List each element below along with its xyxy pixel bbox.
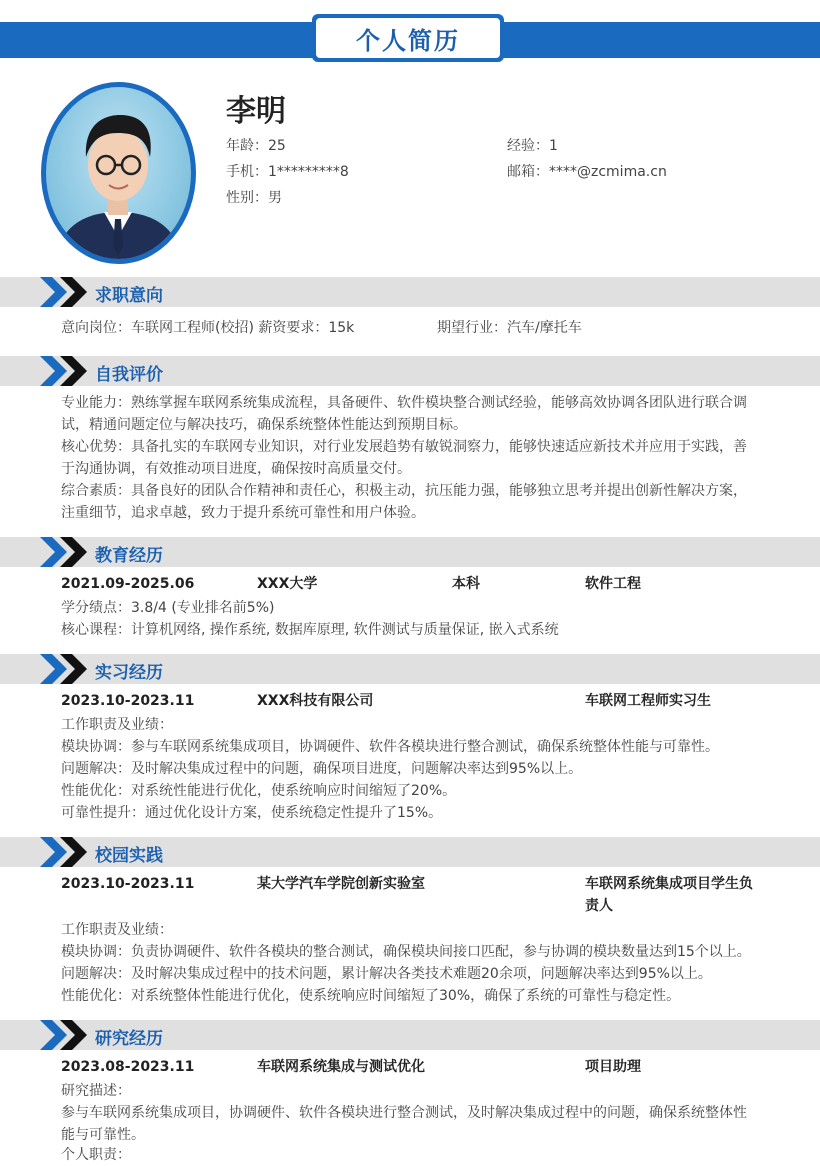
internship-date: 2023.10-2023.11 (61, 693, 195, 709)
section-campus-header (0, 837, 820, 867)
intent-industry-line: 期望行业：汽车/摩托车 (437, 320, 582, 336)
education-line: 核心课程：计算机网络, 操作系统, 数据库原理, 软件测试与质量保证, 嵌入式系统 (61, 622, 559, 638)
intent-position-line: 意向岗位：车联网工程师(校招) 薪资要求：15k (61, 320, 355, 336)
avatar-illustration (46, 87, 191, 259)
campus-role-line2: 责人 (585, 898, 613, 914)
email-label: 邮箱： (507, 164, 549, 180)
section-research-header (0, 1020, 820, 1050)
section-education-header (0, 537, 820, 567)
internship-company: XXX科技有限公司 (257, 693, 374, 709)
experience-value: 1 (549, 138, 558, 154)
experience-row (507, 135, 558, 155)
title-box (312, 14, 504, 62)
double-chevron-icon (40, 537, 92, 567)
section-title: 自我评价 (95, 365, 163, 385)
self-eval-line: 于沟通协调，有效推动项目进度，确保按时高质量交付。 (61, 461, 411, 477)
campus-line: 问题解决：及时解决集成过程中的技术问题，累计解决各类技术难题20余项，问题解决率达到95%以上。 (61, 966, 712, 982)
research-role: 项目助理 (585, 1059, 641, 1075)
campus-org: 某大学汽车学院创新实验室 (257, 876, 425, 892)
section-internship-header (0, 654, 820, 684)
internship-line: 模块协调：参与车联网系统集成项目，协调硬件、软件各模块进行整合测试，确保系统整体性能与可靠性。 (61, 739, 719, 755)
self-eval-line: 注重细节，追求卓越，致力于提升系统可靠性和用户体验。 (61, 505, 425, 521)
avatar (41, 82, 196, 264)
gender-label: 性别： (226, 190, 268, 206)
section-title: 研究经历 (95, 1029, 163, 1049)
double-chevron-icon (40, 654, 92, 684)
phone-row (226, 161, 349, 181)
section-title: 求职意向 (95, 286, 163, 306)
research-line: 参与车联网系统集成项目，协调硬件、软件各模块进行整合测试，及时解决集成过程中的问题，确保系统整体性 (61, 1105, 747, 1121)
age-row (226, 135, 286, 155)
section-title: 实习经历 (95, 663, 163, 683)
research-date: 2023.08-2023.11 (61, 1059, 195, 1075)
research-line: 能与可靠性。 (61, 1127, 145, 1143)
internship-line: 工作职责及业绩： (61, 717, 173, 733)
research-line: 研究描述： (61, 1083, 131, 1099)
phone-label: 手机： (226, 164, 268, 180)
education-major: 软件工程 (585, 576, 641, 592)
education-date: 2021.09-2025.06 (61, 576, 195, 592)
education-degree: 本科 (452, 576, 480, 592)
self-eval-line: 试，精通问题定位与解决技巧，确保系统整体性能达到预期目标。 (61, 417, 467, 433)
campus-line: 工作职责及业绩： (61, 922, 173, 938)
email-row (507, 161, 667, 181)
section-self-eval-header (0, 356, 820, 386)
campus-role-line1: 车联网系统集成项目学生负 (585, 876, 753, 892)
self-eval-line: 专业能力：熟练掌握车联网系统集成流程，具备硬件、软件模块整合测试经验，能够高效协调各团队进行联合调 (61, 395, 747, 411)
campus-line: 模块协调：负责协调硬件、软件各模块的整合测试，确保模块间接口匹配，参与协调的模块数量达到15个以上。 (61, 944, 751, 960)
research-line: 个人职责： (61, 1147, 131, 1163)
section-title: 教育经历 (95, 546, 163, 566)
age-value: 25 (268, 138, 286, 154)
email-value: ****@zcmima.cn (549, 164, 667, 180)
internship-role: 车联网工程师实习生 (585, 693, 711, 709)
resume-title: 个人简历 (316, 18, 500, 58)
section-title: 校园实践 (95, 846, 163, 866)
experience-label: 经验： (507, 138, 549, 154)
campus-date: 2023.10-2023.11 (61, 876, 195, 892)
internship-line: 性能优化：对系统性能进行优化，使系统响应时间缩短了20%。 (61, 783, 457, 799)
double-chevron-icon (40, 277, 92, 307)
double-chevron-icon (40, 356, 92, 386)
self-eval-line: 综合素质：具备良好的团队合作精神和责任心，积极主动，抗压能力强，能够独立思考并提出创新性解决方案， (61, 483, 747, 499)
research-project: 车联网系统集成与测试优化 (257, 1059, 425, 1075)
phone-value: 1*********8 (268, 164, 349, 180)
gender-value: 男 (268, 190, 282, 206)
section-intent-header (0, 277, 820, 307)
gender-row (226, 187, 282, 207)
double-chevron-icon (40, 837, 92, 867)
candidate-name: 李明 (226, 94, 286, 129)
education-school: XXX大学 (257, 576, 318, 592)
age-label: 年龄： (226, 138, 268, 154)
campus-line: 性能优化：对系统整体性能进行优化，使系统响应时间缩短了30%，确保了系统的可靠性与稳定性。 (61, 988, 681, 1004)
internship-line: 可靠性提升：通过优化设计方案，使系统稳定性提升了15%。 (61, 805, 443, 821)
self-eval-line: 核心优势：具备扎实的车联网专业知识，对行业发展趋势有敏锐洞察力，能够快速适应新技术并应用于实践，善 (61, 439, 747, 455)
double-chevron-icon (40, 1020, 92, 1050)
education-line: 学分绩点：3.8/4 (专业排名前5%) (61, 600, 275, 616)
internship-line: 问题解决：及时解决集成过程中的问题，确保项目进度，问题解决率达到95%以上。 (61, 761, 583, 777)
